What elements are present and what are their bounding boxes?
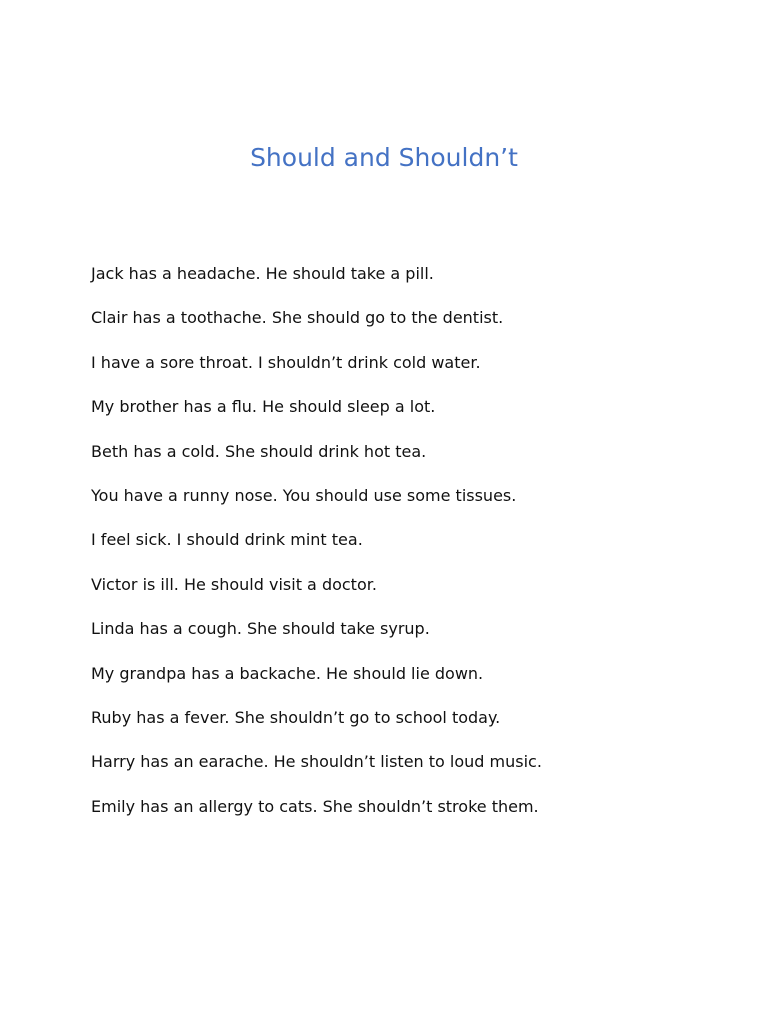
sentence-line: Linda has a cough. She should take syrup. — [91, 619, 430, 639]
sentence-list — [91, 262, 542, 839]
sentence-line: Ruby has a fever. She shouldn’t go to school today. — [91, 707, 501, 727]
sentence-line: Beth has a cold. She should drink hot tea. — [91, 441, 427, 461]
sentence-line: My brother has a flu. He should sleep a lot. — [91, 397, 436, 417]
sentence-line: Harry has an earache. He shouldn’t listen to loud music. — [91, 752, 542, 772]
sentence-line: Emily has an allergy to cats. She shouldn’t stroke them. — [91, 796, 539, 816]
page-title: Should and Shouldn’t — [250, 143, 518, 172]
sentence-line: Clair has a toothache. She should go to the dentist. — [91, 308, 504, 328]
sentence-line: I feel sick. I should drink mint tea. — [91, 530, 363, 550]
sentence-line: Jack has a headache. He should take a pill. — [91, 264, 434, 283]
sentence-line: Victor is ill. He should visit a doctor. — [91, 574, 377, 594]
sentence-line: My grandpa has a backache. He should lie down. — [91, 663, 484, 683]
sentence-line: You have a runny nose. You should use some tissues. — [91, 485, 517, 505]
sentence-line: I have a sore throat. I shouldn’t drink cold water. — [91, 352, 481, 372]
